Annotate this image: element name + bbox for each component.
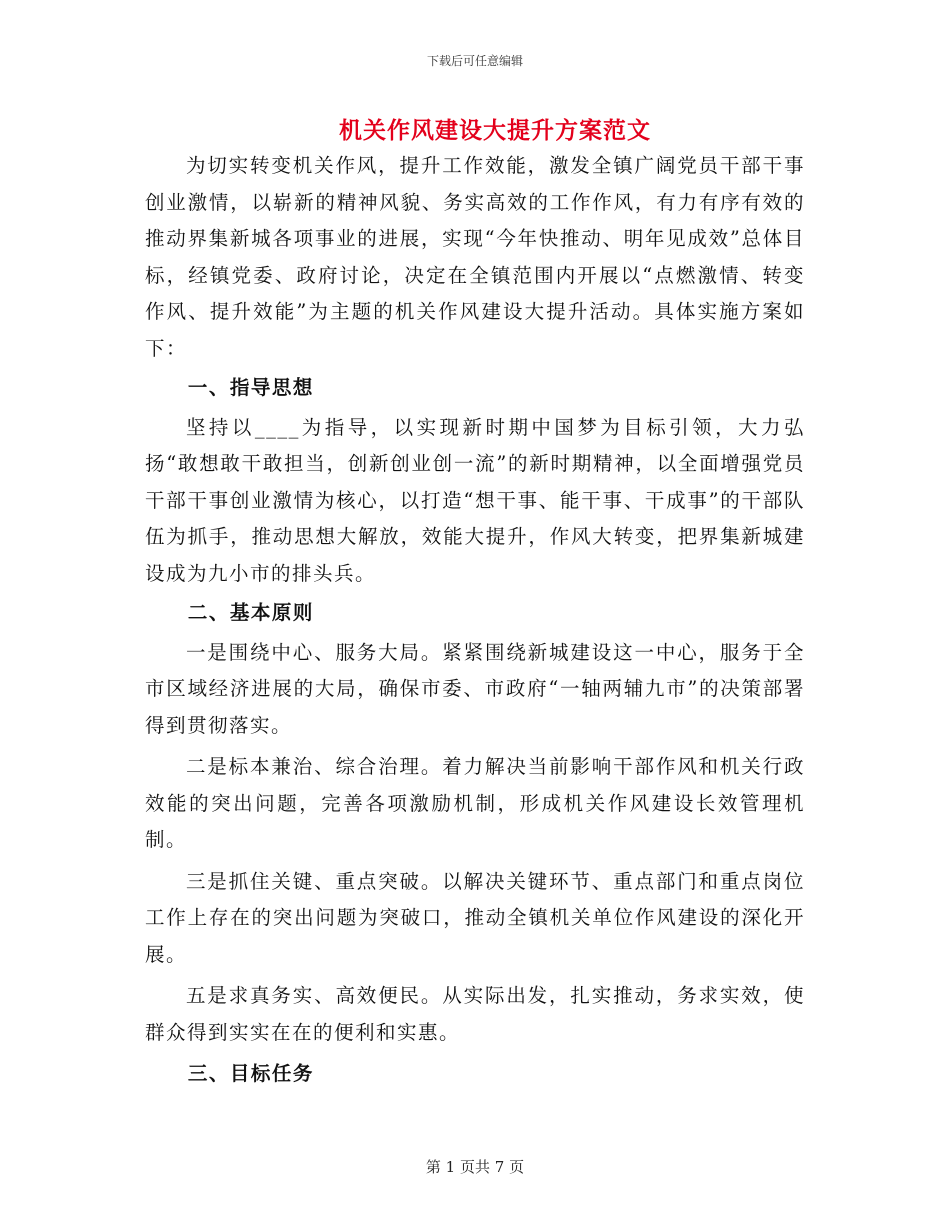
page-footer: 第 1 页共 7 页 xyxy=(425,1158,525,1176)
document-title: 机关作风建设大提升方案范文 xyxy=(339,117,651,144)
header-note: 下载后可任意编辑 xyxy=(426,54,523,68)
intro-paragraph: 为切实转变机关作风，提升工作效能，激发全镇广阔党员干部干事创业激情，以崭新的精神风貌、务实高效的工作作风，有力有序有效的推动界集新城各项事业的进展，实现“今年快推动、明年见成效”总体目标，经镇党委、政府讨论，决定在全镇范围内开展以“点燃激情、转变作风、提升效能”为主题的机关作风建设大提升活动。具体实施方案如下： xyxy=(145,154,805,360)
section-heading-guiding-ideology: 一、指导思想 xyxy=(187,376,314,399)
section-heading-basic-principles: 二、基本原则 xyxy=(187,601,314,624)
section-heading-goals-tasks: 三、目标任务 xyxy=(187,1062,314,1085)
principle-paragraph-2: 二是标本兼治、综合治理。着力解决当前影响干部作风和机关行政效能的突出问题，完善各项激励机制，形成机关作风建设长效管理机制。 xyxy=(145,755,805,851)
guiding-ideology-paragraph: 坚持以____为指导，以实现新时期中国梦为目标引领，大力弘扬“敢想敢干敢担当，创新创业创一流”的新时期精神，以全面增强党员干部干事创业激情为核心，以打造“想干事、能干事、干成事”的干部队伍为抓手，推动思想大解放，效能大提升，作风大转变，把界集新城建设成为九小市的排头兵。 xyxy=(145,415,805,585)
principle-paragraph-1: 一是围绕中心、服务大局。紧紧围绕新城建设这一中心，服务于全市区域经济进展的大局，确保市委、市政府“一轴两辅九市”的决策部署得到贯彻落实。 xyxy=(145,640,805,737)
principle-paragraph-4: 五是求真务实、高效便民。从实际出发，扎实推动，务求实效，使群众得到实实在在的便利和实惠。 xyxy=(145,984,805,1044)
principle-paragraph-3: 三是抓住关键、重点突破。以解决关键环节、重点部门和重点岗位工作上存在的突出问题为突破口，推动全镇机关单位作风建设的深化开展。 xyxy=(145,869,805,966)
document-body xyxy=(145,148,805,1093)
